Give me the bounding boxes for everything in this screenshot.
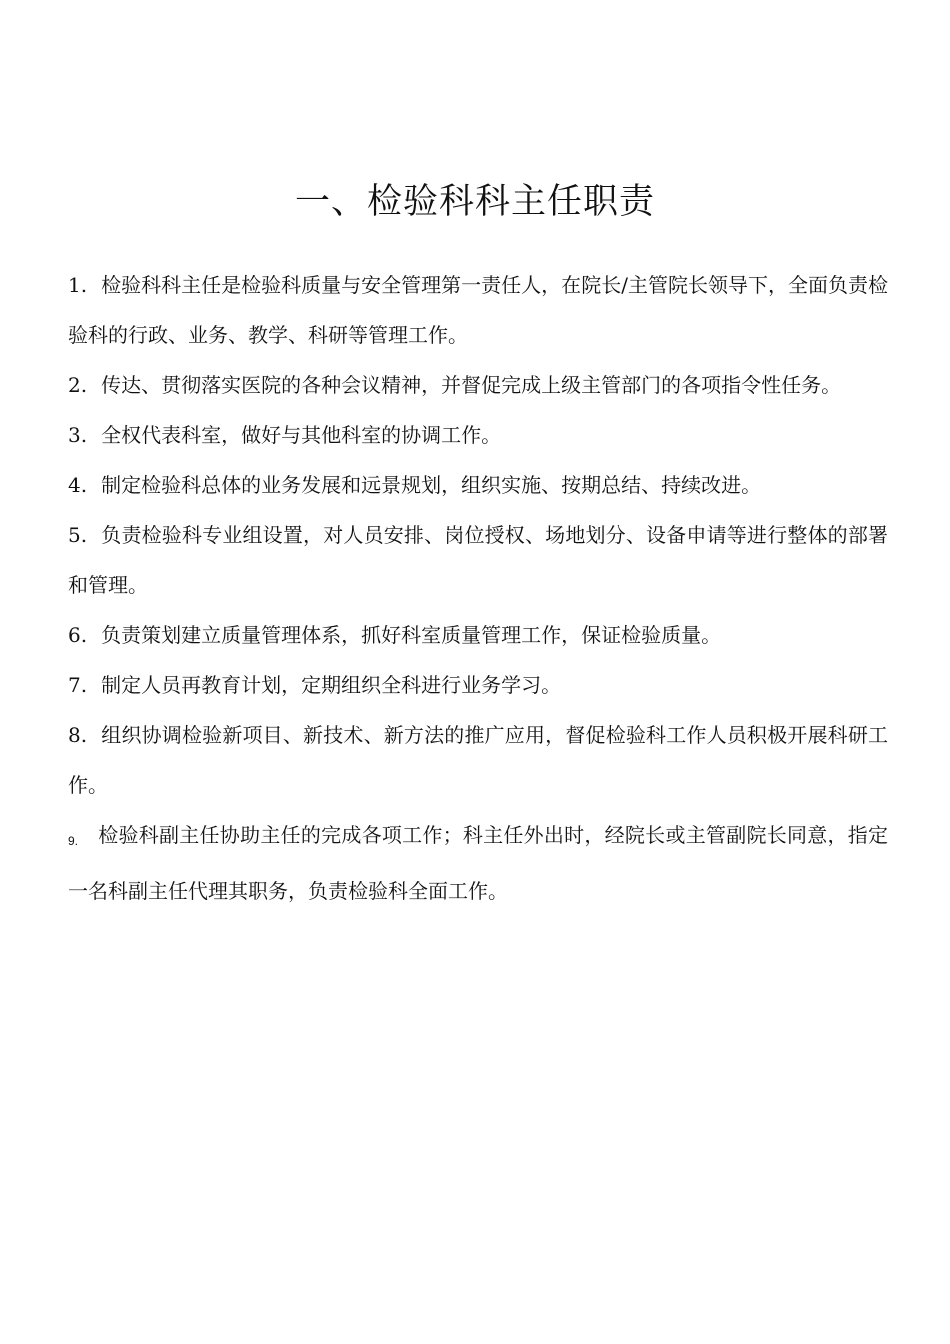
item-number: 1.	[68, 273, 88, 297]
item-text: 检验科副主任协助主任的完成各项工作；科主任外出时，经院长或主管副院长同意，指定一名科副主任代理其职务，负责检验科全面工作。	[68, 823, 888, 903]
item-text: 传达、贯彻落实医院的各种会议精神，并督促完成上级主管部门的各项指令性任务。	[101, 373, 842, 397]
list-item	[68, 510, 888, 610]
list-item	[68, 260, 888, 360]
item-text: 负责策划建立质量管理体系，抓好科室质量管理工作，保证检验质量。	[101, 623, 722, 647]
item-text: 制定检验科总体的业务发展和远景规划，组织实施、按期总结、持续改进。	[101, 473, 762, 497]
item-number: 9.	[68, 834, 79, 848]
list-item	[68, 660, 888, 710]
item-number: 6.	[68, 623, 88, 647]
list-item	[68, 360, 888, 410]
item-text: 组织协调检验新项目、新技术、新方法的推广应用，督促检验科工作人员积极开展科研工作。	[68, 723, 888, 797]
page-title: 一、检验科科主任职责	[294, 182, 655, 222]
item-number: 8.	[68, 723, 88, 747]
list-item	[68, 410, 888, 460]
item-number: 2.	[68, 373, 88, 397]
item-number: 5.	[68, 523, 88, 547]
list-item	[68, 710, 888, 810]
item-text: 负责检验科专业组设置，对人员安排、岗位授权、场地划分、设备申请等进行整体的部署和管理。	[68, 523, 888, 597]
list-item	[68, 610, 888, 660]
item-number: 3.	[68, 423, 88, 447]
item-number: 4.	[68, 473, 88, 497]
duty-list	[68, 260, 888, 916]
list-item	[68, 460, 888, 510]
item-number: 7.	[68, 673, 88, 697]
item-text: 全权代表科室，做好与其他科室的协调工作。	[101, 423, 502, 447]
item-text: 制定人员再教育计划，定期组织全科进行业务学习。	[101, 673, 562, 697]
item-text: 检验科科主任是检验科质量与安全管理第一责任人，在院长/主管院长领导下，全面负责检验科的行政、业务、教学、科研等管理工作。	[68, 273, 888, 347]
list-item	[68, 810, 888, 916]
